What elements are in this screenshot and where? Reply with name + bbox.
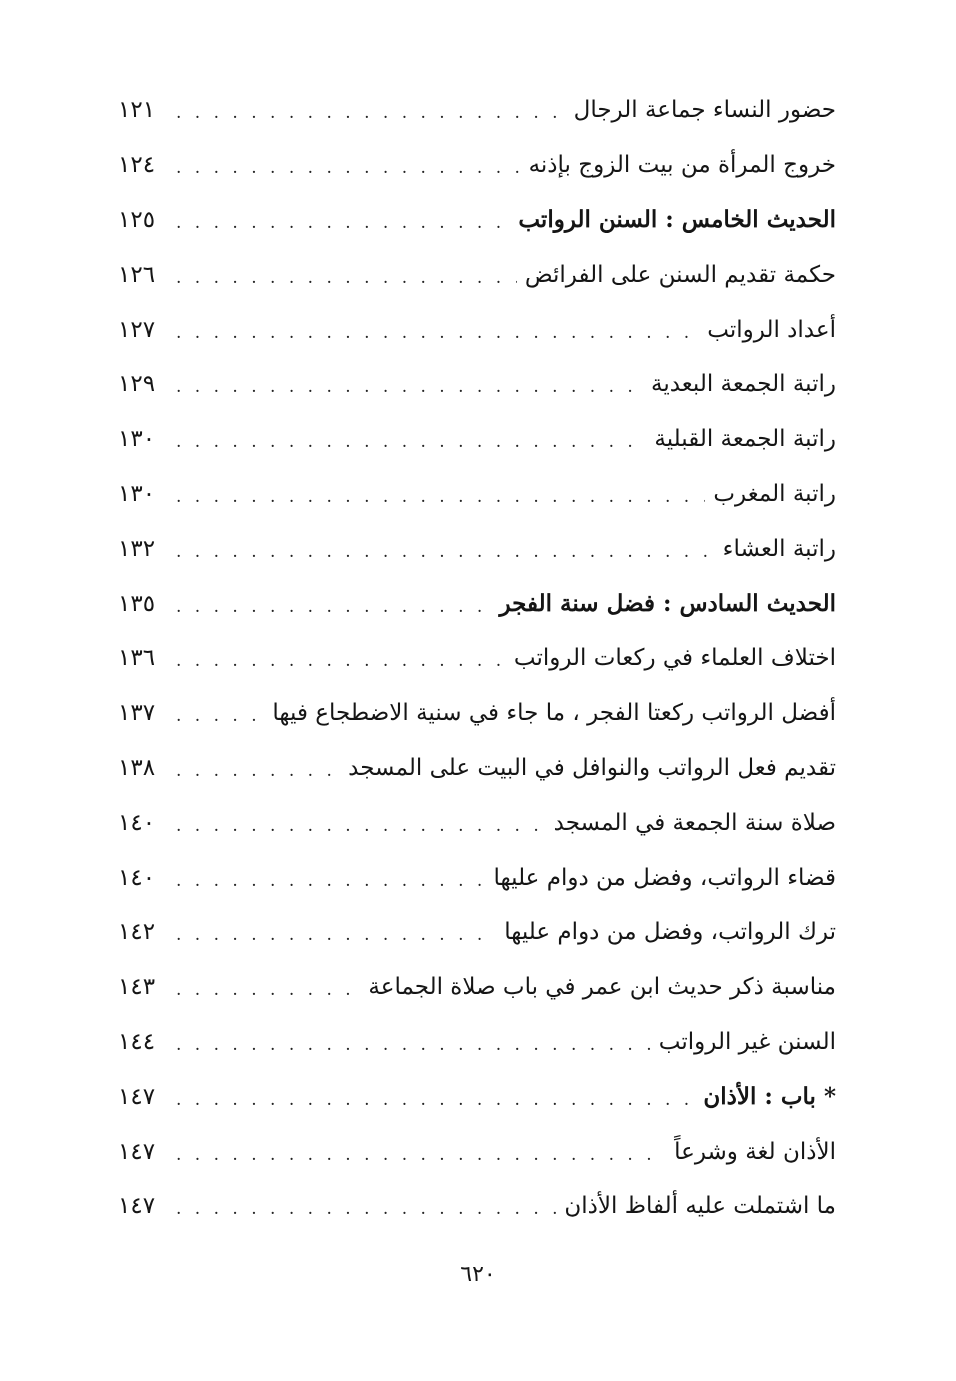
toc-entry: [118, 412, 836, 467]
toc-entry: [118, 1015, 836, 1070]
toc-entry-title: أعداد الرواتب: [707, 316, 836, 343]
dot-leader: [176, 1024, 651, 1060]
toc-entry-page-number: ١٣٥: [118, 590, 156, 617]
toc-entry: [118, 521, 836, 576]
dot-leader: [176, 805, 546, 841]
toc-entry-title: راتبة المغرب: [713, 480, 836, 507]
page-number: ٦٢٠: [460, 1262, 496, 1287]
dot-leader: [176, 1079, 695, 1115]
toc-entry: [118, 1124, 836, 1179]
dot-leader: [176, 421, 646, 457]
toc-entry-page-number: ١٢١: [118, 97, 156, 124]
toc-entry-page-number: ١٤٠: [118, 809, 156, 836]
toc-entry: [118, 795, 836, 850]
table-of-contents: [118, 83, 836, 1234]
toc-entry-page-number: ١٣٧: [118, 700, 156, 727]
dot-leader: [176, 640, 506, 676]
dot-leader: [176, 860, 486, 896]
toc-entry-title: ما اشتملت عليه ألفاظ الأذان: [564, 1193, 836, 1220]
dot-leader: [176, 366, 643, 402]
dot-leader: [176, 586, 491, 622]
toc-entry-title: قضاء الرواتب، وفضل من دوام عليها: [493, 864, 836, 891]
dot-leader: [176, 695, 264, 731]
dot-leader: [176, 257, 517, 293]
toc-entry: [118, 1179, 836, 1234]
dot-leader: [176, 92, 566, 128]
toc-entry-title: ترك الرواتب، وفضل من دوام عليها: [504, 919, 836, 946]
toc-entry-title: راتبة الجمعة القبلية: [654, 426, 836, 453]
toc-entry-title: راتبة الجمعة البعدية: [651, 371, 836, 398]
dot-leader: [176, 312, 699, 348]
toc-entry-title: السنن غير الرواتب: [658, 1028, 836, 1055]
toc-entry: [118, 193, 836, 248]
toc-entry-page-number: ١٤٧: [118, 1138, 156, 1165]
toc-entry-title: راتبة العشاء: [722, 535, 836, 562]
dot-leader: [176, 914, 496, 950]
toc-entry-page-number: ١٤٢: [118, 919, 156, 946]
toc-entry: [118, 467, 836, 522]
toc-entry-title: حضور النساء جماعة الرجال: [573, 97, 836, 124]
toc-entry-page-number: ١٣٨: [118, 754, 156, 781]
toc-entry: [118, 686, 836, 741]
toc-entry-title: الأذان لغة وشرعاً: [674, 1138, 836, 1165]
toc-entry: [118, 83, 836, 138]
toc-entry-title: خروج المرأة من بيت الزوج بإذنه: [528, 152, 836, 179]
toc-entry: [118, 905, 836, 960]
toc-entry-title: مناسبة ذكر حديث ابن عمر في باب صلاة الجماعة: [368, 974, 836, 1001]
toc-entry: [118, 302, 836, 357]
toc-entry-title: * باب : الأذان: [703, 1082, 836, 1110]
toc-entry: [118, 357, 836, 412]
toc-entry-title: الحديث الخامس : السنن الرواتب: [518, 205, 836, 233]
toc-entry-page-number: ١٣٠: [118, 480, 156, 507]
toc-entry: [118, 850, 836, 905]
toc-entry: [118, 247, 836, 302]
toc-entry-page-number: ١٢٩: [118, 371, 156, 398]
toc-entry-page-number: ١٣٢: [118, 535, 156, 562]
toc-entry: [118, 1069, 836, 1124]
toc-entry-page-number: ١٤٧: [118, 1083, 156, 1110]
toc-entry-page-number: ١٢٤: [118, 152, 156, 179]
toc-entry-page-number: ١٢٦: [118, 261, 156, 288]
toc-entry-title: الحديث السادس : فضل سنة الفجر: [499, 589, 836, 617]
toc-entry-page-number: ١٤٤: [118, 1028, 156, 1055]
toc-entry: [118, 631, 836, 686]
dot-leader: [176, 147, 521, 183]
toc-entry: [118, 741, 836, 796]
dot-leader: [176, 1134, 666, 1170]
toc-entry-page-number: ١٢٧: [118, 316, 156, 343]
toc-entry-title: صلاة سنة الجمعة في المسجد: [553, 809, 836, 836]
dot-leader: [176, 476, 705, 512]
toc-entry: [118, 138, 836, 193]
dot-leader: [176, 969, 360, 1005]
toc-entry-page-number: ١٤٧: [118, 1193, 156, 1220]
toc-entry-page-number: ١٢٥: [118, 206, 156, 233]
dot-leader: [176, 750, 340, 786]
toc-entry-title: أفضل الرواتب ركعتا الفجر ، ما جاء في سنية الاضطجاع فيها: [272, 700, 836, 727]
toc-entry-title: تقديم فعل الرواتب والنوافل في البيت على المسجد: [348, 754, 836, 781]
toc-entry-page-number: ١٤٣: [118, 974, 156, 1001]
toc-entry-title: اختلاف العلماء في ركعات الرواتب: [513, 645, 836, 672]
dot-leader: [176, 1188, 556, 1224]
dot-leader: [176, 202, 510, 238]
toc-entry: [118, 960, 836, 1015]
toc-entry-page-number: ١٤٠: [118, 864, 156, 891]
toc-entry-page-number: ١٣٦: [118, 645, 156, 672]
toc-entry: [118, 576, 836, 631]
toc-entry-title: حكمة تقديم السنن على الفرائض: [524, 261, 836, 288]
toc-entry-page-number: ١٣٠: [118, 426, 156, 453]
dot-leader: [176, 531, 715, 567]
